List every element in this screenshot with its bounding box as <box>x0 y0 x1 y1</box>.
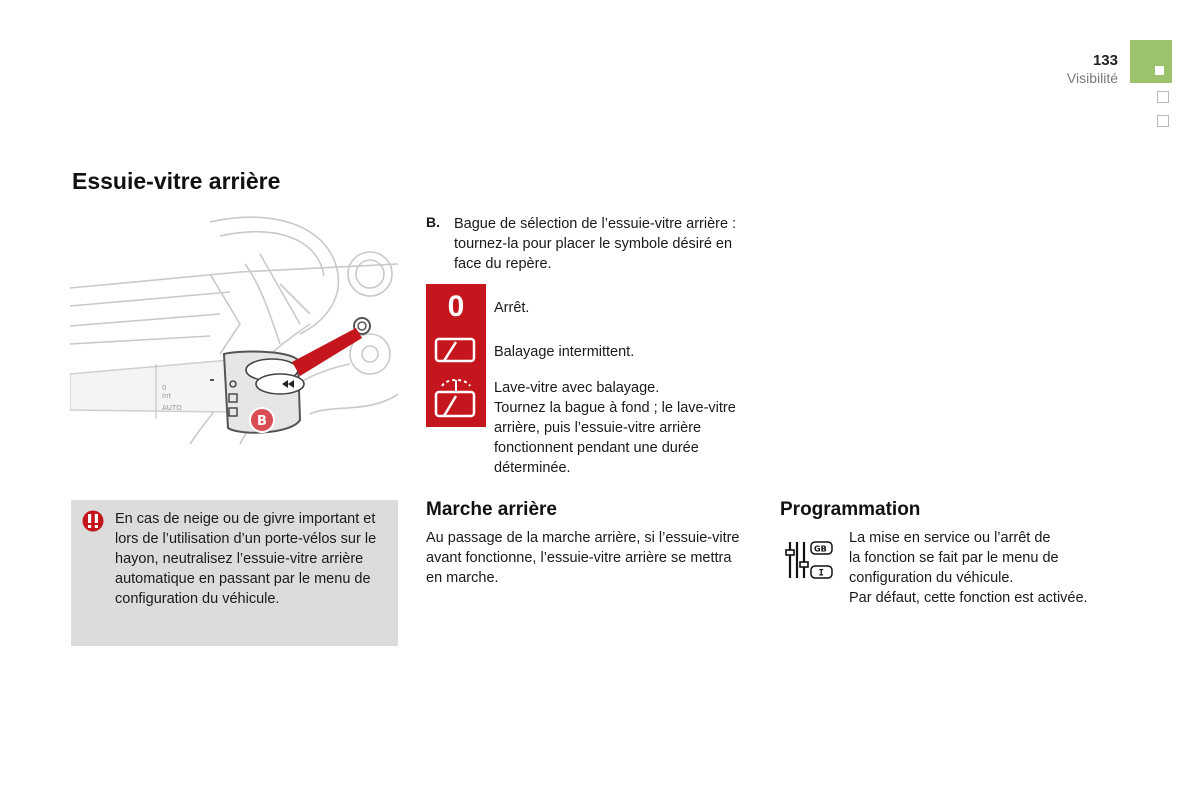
programming-text <box>849 528 1139 608</box>
mode-wash-detail: Tournez la bague à fond ; le lave-vitre arrière, puis l’essuie-vitre arrière fonctionnent pendant une durée déterminée. <box>494 400 736 476</box>
settings-menu-icon <box>783 538 835 582</box>
section-tab <box>1157 91 1169 103</box>
section-name: Visibilité <box>1066 70 1118 86</box>
page-number: 133 <box>1092 52 1118 69</box>
programming-line: configuration du véhicule. <box>849 570 1014 586</box>
wiper-lever-illustration <box>70 214 398 446</box>
lever-mark: 0 <box>162 384 167 392</box>
page-title: Essuie-vitre arrière <box>72 168 281 194</box>
programming-line: La mise en service ou l’arrêt de <box>849 530 1051 546</box>
mode-off-text: Arrêt. <box>494 300 530 316</box>
section-tab-active <box>1130 40 1172 83</box>
reverse-heading: Marche arrière <box>426 499 557 520</box>
ring-selection-text: Bague de sélection de l’essuie-vitre arrière : tournez-la pour placer le symbole désiré en face du repère. <box>454 216 737 272</box>
section-tab <box>1157 115 1169 127</box>
intermittent-wipe-icon <box>426 334 486 366</box>
programming-line: Par défaut, cette fonction est activée. <box>849 590 1088 606</box>
callout-b-label: B <box>257 414 267 429</box>
wiper-symbols-column <box>426 284 486 427</box>
mode-wash-text <box>494 378 756 478</box>
warning-text: En cas de neige ou de givre important et lors de l’utilisation d’un porte-vélos sur le hayon, neutralisez l’essuie-vitre arrière automatique en passant par le menu de configuration du véhicule. <box>115 511 377 607</box>
warning-box <box>71 500 398 646</box>
mode-intermittent-text: Balayage intermittent. <box>494 344 635 360</box>
item-letter: B. <box>426 214 440 230</box>
zero-symbol: 0 <box>447 290 465 323</box>
warning-icon <box>82 510 104 532</box>
programming-line: la fonction se fait par le menu de <box>849 550 1059 566</box>
lever-mark: Int <box>162 392 172 400</box>
lever-mark: AUTO <box>162 404 182 412</box>
info-label: I <box>818 568 824 579</box>
wash-wipe-icon <box>426 376 486 424</box>
reverse-text: Au passage de la marche arrière, si l’essuie-vitre avant fonctionne, l’essuie-vitre arrière se mettra en marche. <box>426 530 740 586</box>
mode-wash-line: Lave-vitre avec balayage. <box>494 380 660 396</box>
language-label: GB <box>814 544 827 554</box>
programming-heading: Programmation <box>780 499 921 520</box>
